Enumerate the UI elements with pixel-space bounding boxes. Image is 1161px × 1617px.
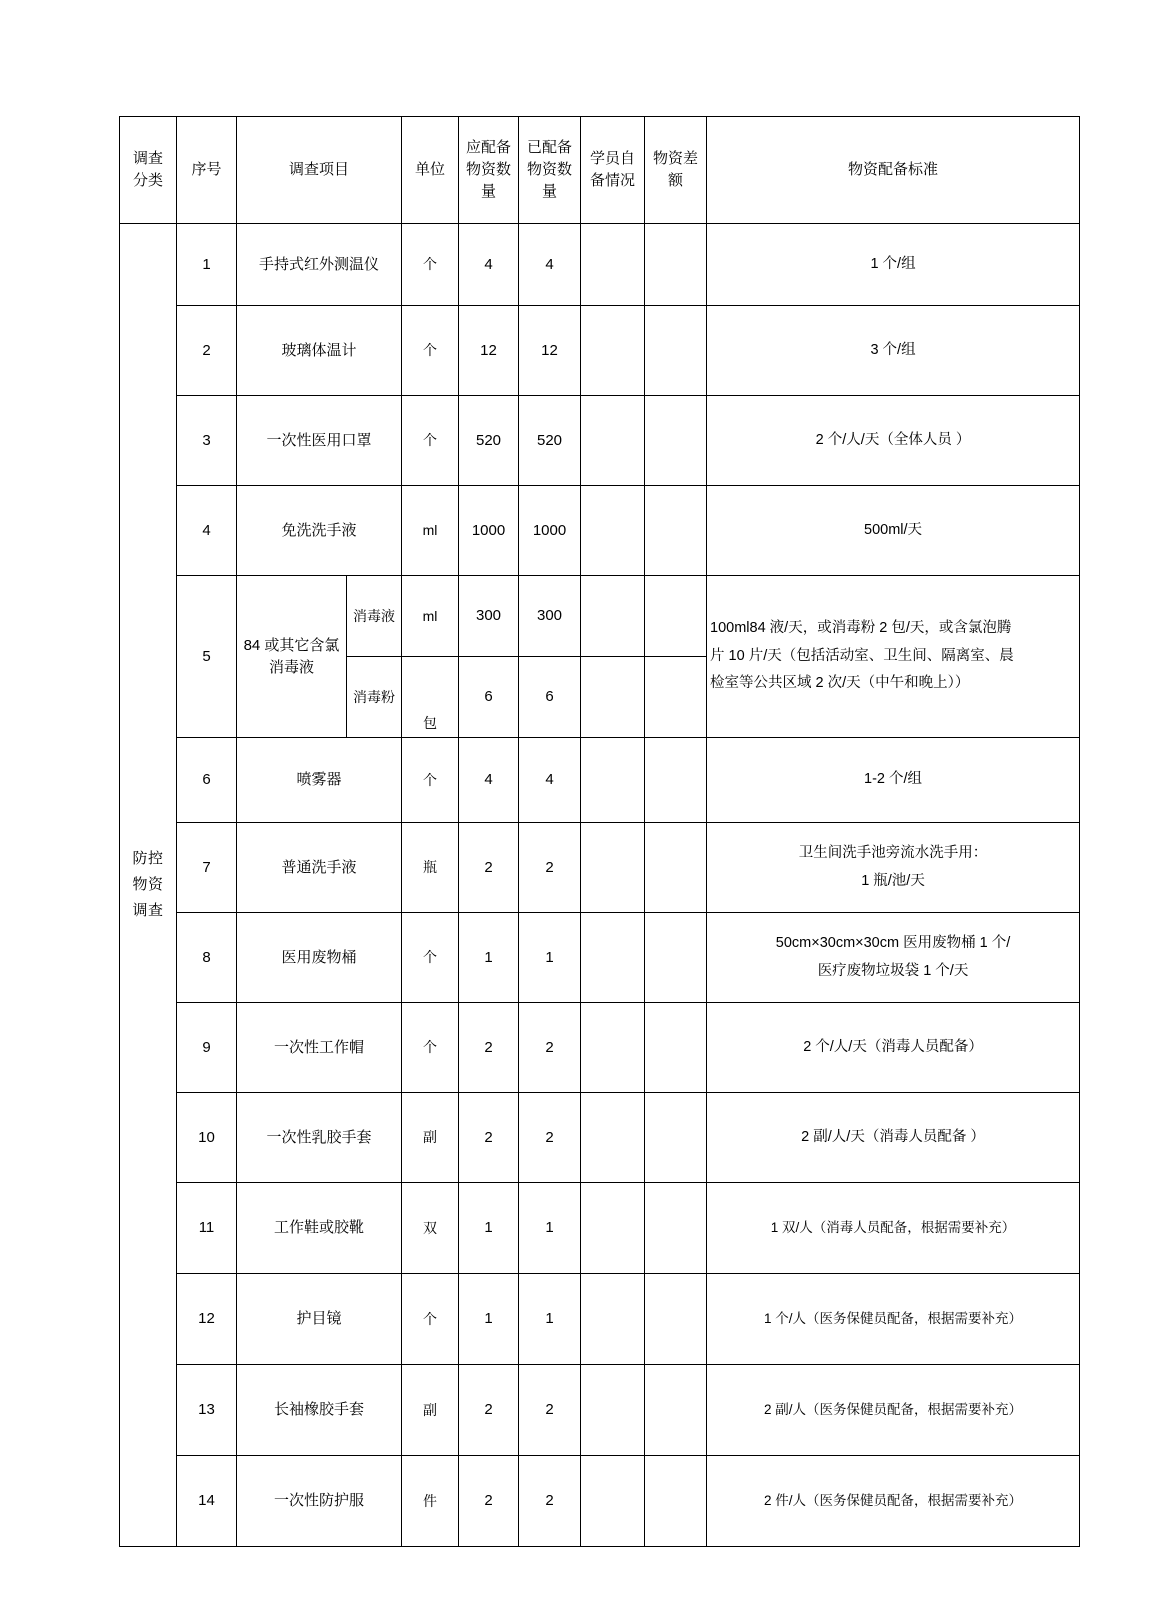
- table-row: [120, 738, 1080, 823]
- row-unit: 个: [402, 396, 459, 486]
- row-allocated-qty: 2: [519, 1003, 581, 1093]
- row-allocated-qty: 6: [519, 657, 581, 738]
- row-gap[interactable]: [645, 1456, 707, 1547]
- row-self-prepared[interactable]: [581, 396, 645, 486]
- row-standard: 2 副/人（医务保健员配备，根据需要补充）: [707, 1365, 1080, 1456]
- row-required-qty: 1: [459, 913, 519, 1003]
- row-gap[interactable]: [645, 224, 707, 306]
- standard-line-1: 卫生间洗手池旁流水洗手用：: [798, 844, 988, 861]
- row-serial-no: 6: [177, 738, 237, 823]
- row-unit: 双: [402, 1183, 459, 1274]
- header-category: [120, 117, 177, 224]
- row-unit: 个: [402, 913, 459, 1003]
- header-serial-no: 序号: [177, 117, 237, 224]
- row-subitem-label-liquid: 消毒液: [347, 576, 402, 657]
- row-required-qty: 2: [459, 1365, 519, 1456]
- category-cell-prevention-supplies: [120, 224, 177, 1547]
- row-allocated-qty: 2: [519, 1093, 581, 1183]
- row-allocated-qty: 2: [519, 1365, 581, 1456]
- row-allocated-qty: 2: [519, 1456, 581, 1547]
- category-line1: 防控: [132, 849, 164, 867]
- row-required-qty: 520: [459, 396, 519, 486]
- header-allocation-standard: 物资配备标准: [707, 117, 1080, 224]
- row-standard: 1 个/组: [707, 224, 1080, 306]
- row-serial-no: 8: [177, 913, 237, 1003]
- table-row: [120, 1183, 1080, 1274]
- row-self-prepared[interactable]: [581, 224, 645, 306]
- row-item-name: 一次性医用口罩: [237, 396, 402, 486]
- row-required-qty: 4: [459, 224, 519, 306]
- standard-line-2: 1 瓶/池/天: [861, 872, 925, 889]
- row-required-qty: 12: [459, 306, 519, 396]
- table-row: [120, 576, 1080, 657]
- row-item-name: 工作鞋或胶靴: [237, 1183, 402, 1274]
- row-self-prepared[interactable]: [581, 576, 645, 657]
- row-gap[interactable]: [645, 576, 707, 657]
- row-allocated-qty: 520: [519, 396, 581, 486]
- header-student-self-prepared: [581, 117, 645, 224]
- category-line3: 调查: [132, 902, 164, 920]
- row-self-prepared[interactable]: [581, 657, 645, 738]
- row-allocated-qty: 1: [519, 1183, 581, 1274]
- row-self-prepared[interactable]: [581, 738, 645, 823]
- row-gap[interactable]: [645, 913, 707, 1003]
- row-gap[interactable]: [645, 738, 707, 823]
- row-unit: 个: [402, 1274, 459, 1365]
- row-unit: 副: [402, 1365, 459, 1456]
- row-unit: 件: [402, 1456, 459, 1547]
- row-item-name: 喷雾器: [237, 738, 402, 823]
- row-required-qty: 2: [459, 1456, 519, 1547]
- header-required-quantity: [459, 117, 519, 224]
- row-item-name: 玻璃体温计: [237, 306, 402, 396]
- row-required-qty: 2: [459, 1003, 519, 1093]
- table-row: [120, 1003, 1080, 1093]
- row-serial-no: 7: [177, 823, 237, 913]
- table-row: [120, 1365, 1080, 1456]
- table-row: [120, 224, 1080, 306]
- row-required-qty: 4: [459, 738, 519, 823]
- row-standard: 500ml/天: [707, 486, 1080, 576]
- row-unit: 个: [402, 224, 459, 306]
- row-unit: 副: [402, 1093, 459, 1183]
- row-serial-no: 4: [177, 486, 237, 576]
- row-standard: 3 个/组: [707, 306, 1080, 396]
- row-standard: [707, 913, 1080, 1003]
- table-row: [120, 486, 1080, 576]
- supplies-survey-table: [119, 116, 1080, 1547]
- header-allocated-line3: 量: [542, 182, 558, 200]
- header-category-line1: 调查: [132, 150, 163, 168]
- row-required-qty: 6: [459, 657, 519, 738]
- header-gap-line1: 物资差: [653, 150, 699, 168]
- row-standard: 2 副/人/天（消毒人员配备 ）: [707, 1093, 1080, 1183]
- row-gap[interactable]: [645, 486, 707, 576]
- row-self-prepared[interactable]: [581, 486, 645, 576]
- table-row: [120, 1274, 1080, 1365]
- row-required-qty: 1: [459, 1274, 519, 1365]
- row-item-name: 医用废物桶: [237, 913, 402, 1003]
- row-required-qty: 2: [459, 823, 519, 913]
- row-allocated-qty: 1: [519, 913, 581, 1003]
- header-category-line2: 分类: [132, 172, 163, 189]
- row-item-name: 护目镜: [237, 1274, 402, 1365]
- row-unit: ml: [402, 576, 459, 657]
- standard-line-1: 50cm×30cm×30cm 医用废物桶 1 个/: [775, 934, 1011, 951]
- header-survey-item: 调查项目: [237, 117, 402, 224]
- row-subitem-label-powder: 消毒粉: [347, 657, 402, 738]
- row-gap[interactable]: [645, 396, 707, 486]
- row-self-prepared[interactable]: [581, 1456, 645, 1547]
- table-row: [120, 823, 1080, 913]
- row-serial-no: 14: [177, 1456, 237, 1547]
- row-serial-no: 3: [177, 396, 237, 486]
- row-serial-no: 11: [177, 1183, 237, 1274]
- table-header-row: [120, 117, 1080, 224]
- header-unit: 单位: [402, 117, 459, 224]
- table-row: [120, 913, 1080, 1003]
- row-serial-no: 10: [177, 1093, 237, 1183]
- row-self-prepared[interactable]: [581, 1365, 645, 1456]
- row-serial-no: 9: [177, 1003, 237, 1093]
- row-serial-no: 2: [177, 306, 237, 396]
- row-standard: [707, 823, 1080, 913]
- row-gap[interactable]: [645, 306, 707, 396]
- table-row: [120, 1093, 1080, 1183]
- row-item-name: 免洗洗手液: [237, 486, 402, 576]
- row-required-qty: 1000: [459, 486, 519, 576]
- row-item-name: 长袖橡胶手套: [237, 1365, 402, 1456]
- header-allocated-line1: 已配备: [527, 139, 573, 157]
- supplies-survey-table-container: [119, 116, 1079, 1547]
- row-required-qty: 300: [459, 576, 519, 657]
- row-required-qty: 1: [459, 1183, 519, 1274]
- category-line2: 物资: [132, 875, 164, 893]
- header-allocated-line2: 物资数: [527, 161, 573, 179]
- row-serial-no: 1: [177, 224, 237, 306]
- row-unit: 个: [402, 306, 459, 396]
- standard-line-2: 医疗废物垃圾袋 1 个/天: [817, 962, 969, 979]
- header-required-line1: 应配备: [466, 139, 512, 157]
- row-self-prepared[interactable]: [581, 306, 645, 396]
- header-gap-line2: 额: [668, 172, 684, 189]
- row-self-prepared[interactable]: [581, 1274, 645, 1365]
- row-gap[interactable]: [645, 823, 707, 913]
- header-self-line1: 学员自: [590, 150, 636, 168]
- row-allocated-qty: 1: [519, 1274, 581, 1365]
- row-serial-no: 12: [177, 1274, 237, 1365]
- row-unit: 个: [402, 1003, 459, 1093]
- header-allocated-quantity: [519, 117, 581, 224]
- row-allocated-qty: 300: [519, 576, 581, 657]
- row-item-name: 一次性防护服: [237, 1456, 402, 1547]
- table-row: [120, 1456, 1080, 1547]
- row-item-name: 一次性工作帽: [237, 1003, 402, 1093]
- row-standard: 1 双/人（消毒人员配备，根据需要补充）: [707, 1183, 1080, 1274]
- row-standard: 2 个/人/天（全体人员 ）: [707, 396, 1080, 486]
- row-allocated-qty: 1000: [519, 486, 581, 576]
- row-item-name: 一次性乳胶手套: [237, 1093, 402, 1183]
- row-item-name: 手持式红外测温仪: [237, 224, 402, 306]
- row-standard: 2 个/人/天（消毒人员配备）: [707, 1003, 1080, 1093]
- standard-line-2: 片 10 片/天（包括活动室、卫生间、隔离室、晨: [710, 647, 1014, 664]
- row-gap[interactable]: [645, 1003, 707, 1093]
- row-gap[interactable]: [645, 1183, 707, 1274]
- row-item-name: 普通洗手液: [237, 823, 402, 913]
- row-self-prepared[interactable]: [581, 1003, 645, 1093]
- row-unit: 个: [402, 738, 459, 823]
- row-allocated-qty: 4: [519, 224, 581, 306]
- row-standard: 1-2 个/组: [707, 738, 1080, 823]
- row-gap[interactable]: [645, 1365, 707, 1456]
- row-gap[interactable]: [645, 1093, 707, 1183]
- row-standard: 1 个/人（医务保健员配备，根据需要补充）: [707, 1274, 1080, 1365]
- standard-line-1: 100ml84 液/天，或消毒粉 2 包/天，或含氯泡腾: [710, 620, 1012, 637]
- table-row: [120, 306, 1080, 396]
- standard-line-3: 检室等公共区域 2 次/天（中午和晚上））: [710, 675, 970, 692]
- table-row: [120, 396, 1080, 486]
- row-self-prepared[interactable]: [581, 913, 645, 1003]
- header-material-gap: [645, 117, 707, 224]
- row-item-name: 84 或其它含氯消毒液: [237, 576, 347, 738]
- row-unit: ml: [402, 486, 459, 576]
- row-self-prepared[interactable]: [581, 1183, 645, 1274]
- row-allocated-qty: 12: [519, 306, 581, 396]
- row-gap[interactable]: [645, 1274, 707, 1365]
- row-required-qty: 2: [459, 1093, 519, 1183]
- row-standard: [707, 576, 1080, 738]
- row-gap[interactable]: [645, 657, 707, 738]
- header-required-line3: 量: [481, 182, 497, 200]
- row-self-prepared[interactable]: [581, 823, 645, 913]
- row-allocated-qty: 4: [519, 738, 581, 823]
- row-unit: 包: [402, 657, 459, 738]
- row-standard: 2 件/人（医务保健员配备，根据需要补充）: [707, 1456, 1080, 1547]
- row-allocated-qty: 2: [519, 823, 581, 913]
- row-serial-no: 5: [177, 576, 237, 738]
- header-self-line2: 备情况: [590, 172, 636, 189]
- header-required-line2: 物资数: [466, 161, 512, 179]
- row-serial-no: 13: [177, 1365, 237, 1456]
- row-self-prepared[interactable]: [581, 1093, 645, 1183]
- row-unit: 瓶: [402, 823, 459, 913]
